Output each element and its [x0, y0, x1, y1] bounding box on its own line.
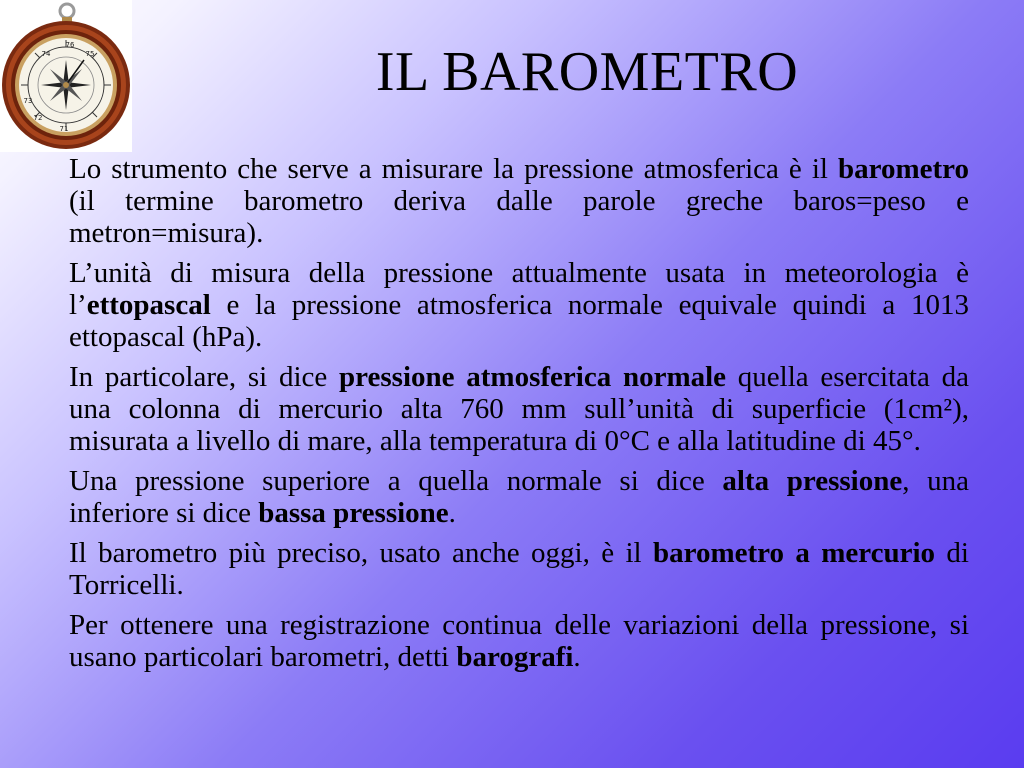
paragraph-text: e la pressione atmosferica normale equivale quindi a 1013 ettopascal (hPa).	[69, 289, 969, 353]
paragraph-text: L’unità di misura della pressione attualmente usata in meteorologia è l’	[69, 257, 969, 321]
bold-term: alta pressione	[722, 465, 903, 497]
body-paragraph	[69, 609, 969, 673]
body-paragraph	[69, 153, 969, 249]
bold-term: ettopascal	[86, 289, 211, 321]
paragraph-text: di Torricelli.	[69, 537, 969, 601]
paragraph-text: Per ottenere una registrazione continua delle variazioni della pressione, si usano particolari barometri, detti	[69, 609, 969, 673]
dial-number: 71	[59, 125, 69, 133]
dial-number: 72	[33, 114, 43, 122]
body-paragraph	[69, 465, 969, 529]
body-paragraph	[69, 257, 969, 353]
paragraph-text: .	[448, 497, 456, 529]
paragraph-text: (il termine barometro deriva dalle parole greche baros=peso e metron=misura).	[69, 185, 969, 249]
paragraph-text: , una inferiore si dice	[69, 465, 969, 529]
paragraph-text: In particolare, si dice	[69, 361, 340, 393]
dial-number: 76	[65, 41, 75, 49]
barometer-image	[0, 0, 132, 152]
bold-term: barometro a mercurio	[652, 537, 936, 569]
paragraph-text: Il barometro più preciso, usato anche oggi, è il	[69, 537, 653, 569]
bold-term: barometro	[837, 153, 969, 185]
body-paragraph	[69, 537, 969, 601]
paragraph-text: .	[573, 641, 581, 673]
paragraph-text: Lo strumento che serve a misurare la pressione atmosferica è il	[69, 153, 838, 185]
bold-term: pressione atmosferica normale	[339, 361, 727, 393]
slide-body	[69, 153, 969, 681]
paragraph-text: quella esercitata da una colonna di mercurio alta 760 mm sull’unità di superficie (1cm²), misurata a livello di mare, alla temperatura di 0°C e alla latitudine di 45°.	[69, 361, 969, 457]
slide-title: IL BAROMETRO	[375, 41, 799, 103]
dial-number: 74	[41, 50, 51, 58]
barometer-icon	[0, 0, 132, 152]
body-paragraph	[69, 361, 969, 457]
dial-number: 73	[23, 97, 33, 105]
paragraph-text: Una pressione superiore a quella normale si dice	[69, 465, 723, 497]
bold-term: barografi	[456, 641, 574, 673]
dial-number: 75	[85, 50, 95, 58]
bold-term: bassa pressione	[258, 497, 449, 529]
